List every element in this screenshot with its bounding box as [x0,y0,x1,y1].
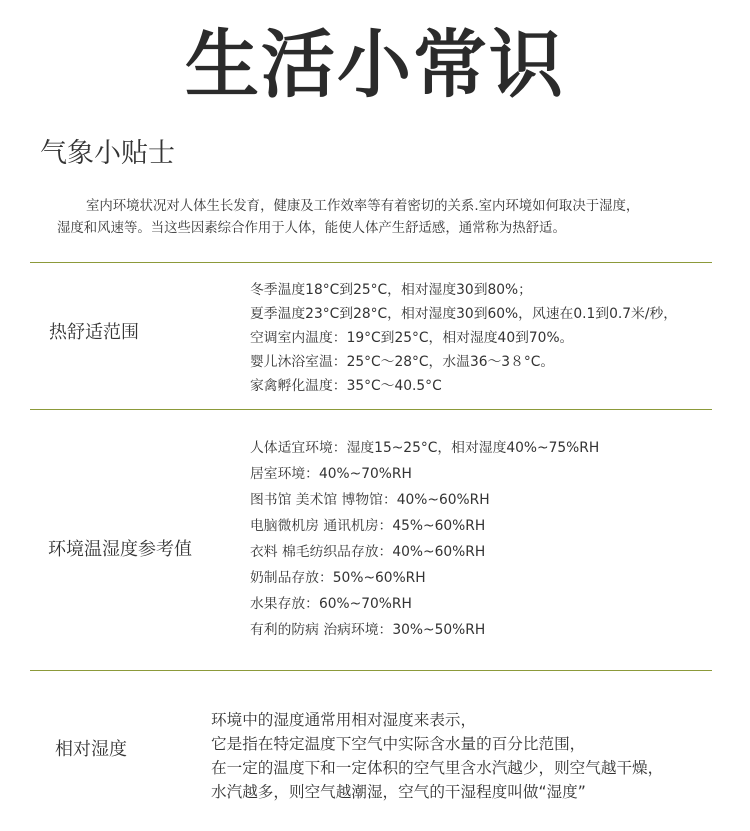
row-line: 在一定的温度下和一定体积的空气里含水汽越少，则空气越干燥， [211,759,664,777]
row-content-reference-values [250,435,599,643]
row-label-reference-values: 环境温湿度参考值 [48,539,192,560]
row-line: 它是指在特定温度下空气中实际含水量的百分比范围， [211,735,586,753]
row-line: 图书馆 美术馆 博物馆：40%~60%RH [250,492,490,508]
row-line: 水果存放：60%~70%RH [250,596,412,612]
row-label-thermal-comfort: 热舒适范围 [49,322,139,343]
row-line: 衣料 棉毛纺织品存放：40%~60%RH [250,544,486,560]
row-line: 冬季温度18°C到25°C，相对湿度30到80%； [250,282,532,298]
row-line: 有利的防病 治病环境：30%~50%RH [250,622,486,638]
row-line: 环境中的湿度通常用相对湿度来表示， [211,711,477,729]
intro-line: 室内环境状况对人体生长发育，健康及工作效率等有着密切的关系.室内环境如何取决于湿度， [86,199,640,214]
row-line: 水汽越多，则空气越潮湿，空气的干湿程度叫做“湿度” [211,783,586,801]
divider [30,409,712,410]
row-line: 夏季温度23°C到28°C，相对湿度30到60%，风速在0.1到0.7米/秒， [250,306,678,322]
row-line: 奶制品存放：50%~60%RH [250,570,426,586]
section-heading: 气象小贴士 [40,138,175,169]
divider [30,262,712,263]
row-line: 家禽孵化温度：35°C～40.5°C [250,378,442,394]
row-line: 空调室内温度：19°C到25°C，相对湿度40到70%。 [250,330,574,346]
row-content-thermal-comfort [250,278,677,398]
row-content-relative-humidity [211,708,663,804]
intro-line: 湿度和风速等。当这些因素综合作用于人体，能使人体产生舒适感，通常称为热舒适。 [57,221,566,236]
row-line: 人体适宜环境：湿度15~25°C，相对湿度40%~75%RH [250,440,600,456]
divider [30,670,712,671]
page-title: 生活小常识 [185,22,565,108]
row-label-relative-humidity: 相对湿度 [55,739,127,760]
row-line: 居室环境：40%~70%RH [250,466,412,482]
row-line: 电脑微机房 通讯机房：45%~60%RH [250,518,486,534]
row-line: 婴儿沐浴室温：25°C～28°C，水温36～3８°C。 [250,354,555,370]
